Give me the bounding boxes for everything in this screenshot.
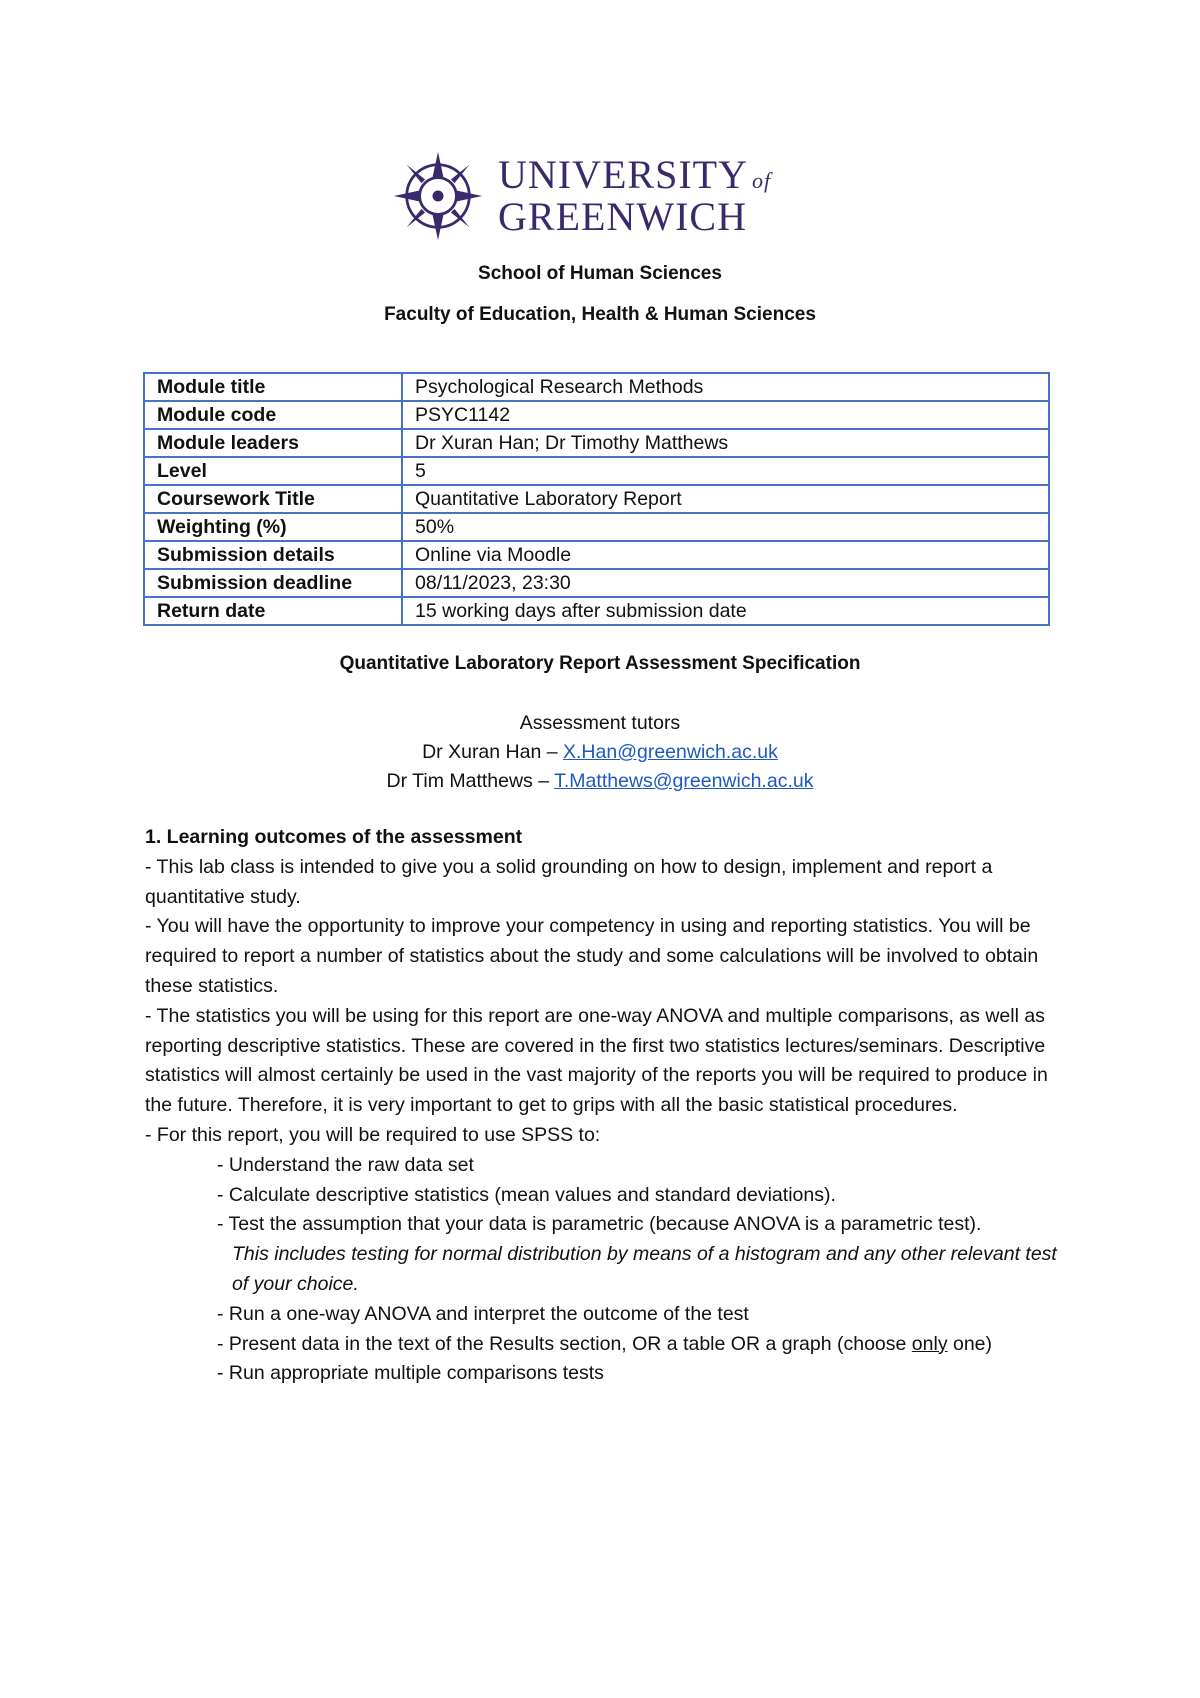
logo-of: of xyxy=(751,167,772,193)
row-label: Return date xyxy=(144,597,402,625)
paragraph: - For this report, you will be required to use SPSS to: xyxy=(145,1123,601,1146)
tutor-line xyxy=(0,741,1200,764)
list-item xyxy=(145,1330,1065,1360)
underlined-word: only xyxy=(911,1332,948,1355)
faculty-name: Faculty of Education, Health & Human Sciences xyxy=(384,304,816,325)
university-logo xyxy=(392,143,792,248)
row-label: Level xyxy=(144,457,402,485)
table-row xyxy=(144,485,1049,513)
school-name: School of Human Sciences xyxy=(478,263,722,284)
row-value: PSYC1142 xyxy=(402,401,1049,429)
row-value: 50% xyxy=(402,513,1049,541)
table-row xyxy=(144,569,1049,597)
paragraph: - This lab class is intended to give you a solid grounding on how to design, implement and report a quantitative study. xyxy=(145,855,993,908)
row-value: Online via Moodle xyxy=(402,541,1049,569)
table-row xyxy=(144,457,1049,485)
row-value: 08/11/2023, 23:30 xyxy=(402,569,1049,597)
tutor-email-link[interactable]: X.Han@greenwich.ac.uk xyxy=(563,741,778,763)
list-item: - Understand the raw data set xyxy=(217,1153,474,1176)
list-item-text: - Present data in the text of the Results section, OR a table OR a graph (choose xyxy=(217,1332,912,1355)
list-item: - Run appropriate multiple comparisons tests xyxy=(217,1362,604,1385)
tutor-name: Dr Tim Matthews – xyxy=(386,770,555,792)
list-item: - Test the assumption that your data is parametric (because ANOVA is a parametric test). xyxy=(217,1213,982,1236)
table-row xyxy=(144,401,1049,429)
logo-greenwich: GREENWICH xyxy=(498,193,747,239)
learning-outcomes-section xyxy=(145,823,1065,1389)
tutor-email-link[interactable]: T.Matthews@greenwich.ac.uk xyxy=(554,770,814,792)
row-value: Psychological Research Methods xyxy=(402,373,1049,401)
tutor-line xyxy=(0,770,1200,793)
row-label: Module code xyxy=(144,401,402,429)
tutor-name: Dr Xuran Han – xyxy=(422,741,563,763)
row-label: Weighting (%) xyxy=(144,513,402,541)
list-item: - Calculate descriptive statistics (mean values and standard deviations). xyxy=(217,1183,836,1206)
list-item-note: This includes testing for normal distribution by means of a histogram and any other relevant test of your choice. xyxy=(232,1243,1057,1295)
list-item-text: one) xyxy=(947,1332,993,1355)
paragraph: - You will have the opportunity to improve your competency in using and reporting statistics. You will be required to report a number of statistics about the study and some calculations will be involved to obtain these statistics. xyxy=(145,915,1039,997)
list-item: - Run a one-way ANOVA and interpret the outcome of the test xyxy=(217,1302,749,1325)
row-value: Quantitative Laboratory Report xyxy=(402,485,1049,513)
row-value: 15 working days after submission date xyxy=(402,597,1049,625)
row-label: Submission deadline xyxy=(144,569,402,597)
row-value: 5 xyxy=(402,457,1049,485)
row-value: Dr Xuran Han; Dr Timothy Matthews xyxy=(402,429,1049,457)
section-heading: 1. Learning outcomes of the assessment xyxy=(145,826,523,848)
module-info-table xyxy=(143,372,1050,626)
table-row xyxy=(144,513,1049,541)
paragraph: - The statistics you will be using for this report are one-way ANOVA and multiple comparisons, as well as reporting descriptive statistics. These are covered in the first two statistics lectures/seminars. Descriptive statistics will almost certainly be used in the vast majority of the reports you will be required to produce in the future. Therefore, it is very important to get to grips with all the basic statistical procedures. xyxy=(145,1004,1048,1117)
logo-wordmark xyxy=(498,151,772,239)
logo-university: UNIVERSITY xyxy=(498,151,748,197)
table-row xyxy=(144,373,1049,401)
spec-title: Quantitative Laboratory Report Assessment Specification xyxy=(339,653,861,674)
row-label: Submission details xyxy=(144,541,402,569)
table-row xyxy=(144,597,1049,625)
row-label: Module title xyxy=(144,373,402,401)
tutors-heading: Assessment tutors xyxy=(519,712,681,734)
row-label: Coursework Title xyxy=(144,485,402,513)
compass-rose-icon xyxy=(392,150,484,242)
table-row xyxy=(144,541,1049,569)
table-row xyxy=(144,429,1049,457)
row-label: Module leaders xyxy=(144,429,402,457)
